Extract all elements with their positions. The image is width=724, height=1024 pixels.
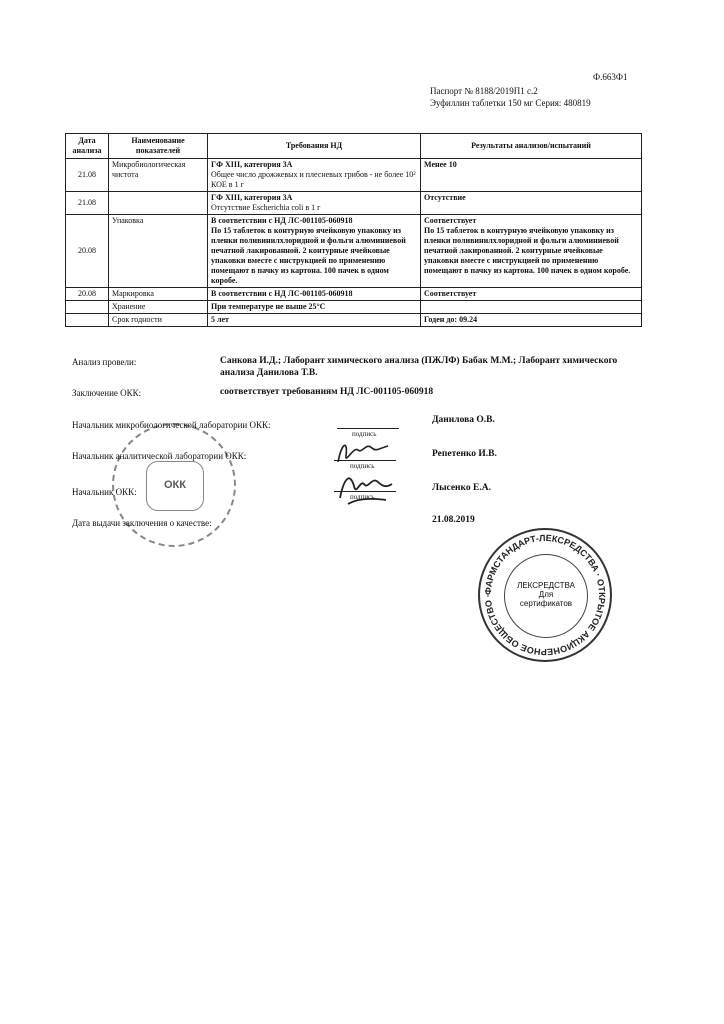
signature-caption: подпись <box>350 462 375 470</box>
results-table <box>65 133 642 327</box>
table-row <box>66 288 642 301</box>
stamp-center-2: Для <box>538 590 554 599</box>
row-date: 21.08 <box>66 159 109 192</box>
issue-label: Дата выдачи заключения о качестве: <box>72 518 212 528</box>
form-code: Ф.663Ф1 <box>593 72 628 82</box>
table-row <box>66 215 642 288</box>
signature-line <box>337 428 399 429</box>
handwritten-signature-3 <box>336 468 396 508</box>
requirement-body: По 15 таблеток в контурную ячейковую упаковку из пленки поливинилхлоридной и фольги алюминиевой печатной лакированной. 2 контурные ячейковые упаковки вместе с инструкцией по применению помещают в пачку из картона. 100 пачек в одном коробе. <box>211 226 406 285</box>
passport-line: Паспорт № 8188/2019П1 с.2 <box>430 86 538 96</box>
row-date: 20.08 <box>66 215 109 288</box>
handwritten-signature-2 <box>332 436 392 470</box>
issue-date: 21.08.2019 <box>432 515 475 525</box>
header-requirements: Требования НД <box>208 134 421 159</box>
row-requirement <box>208 159 421 192</box>
table-row <box>66 192 642 215</box>
row-requirement <box>208 301 421 314</box>
signature-caption: подпись <box>352 430 377 438</box>
requirement-body: Отсутствие Escherichia coli в 1 г <box>211 203 321 212</box>
table-header-row <box>66 134 642 159</box>
row-result <box>421 301 642 314</box>
result-head: Соответствует <box>424 216 477 225</box>
signature-caption: подпись <box>350 493 375 501</box>
row-requirement <box>208 314 421 327</box>
requirement-head: В соответствии с НД ЛС-001105-060918 <box>211 216 353 225</box>
row-date <box>66 301 109 314</box>
requirement-head: 5 лет <box>211 315 229 324</box>
row-name: Упаковка <box>109 215 208 288</box>
row-name: Маркировка <box>109 288 208 301</box>
row-result <box>421 288 642 301</box>
company-stamp <box>478 528 612 662</box>
okk-stamp <box>112 423 236 547</box>
result-head: Годен до: 09.24 <box>424 315 478 324</box>
stamp-ring-label: ФАРМСТАНДАРТ-ЛЕКСРЕДСТВА · ОТКРЫТОЕ АКЦИОНЕРНОЕ ОБЩЕСТВО · <box>482 532 608 658</box>
signer-name-okk: Лысенко Е.А. <box>432 483 491 493</box>
header-results: Результаты анализов/испытаний <box>421 134 642 159</box>
stamp-center-3: сертификатов <box>519 599 573 608</box>
analysis-label: Анализ провели: <box>72 357 137 367</box>
table-row <box>66 301 642 314</box>
requirement-body: Общее число дрожжевых и плесневых грибов - не более 10² КОЕ в 1 г <box>211 170 416 189</box>
header-date: Дата анализа <box>66 134 109 159</box>
row-date: 20.08 <box>66 288 109 301</box>
row-result <box>421 314 642 327</box>
row-requirement <box>208 192 421 215</box>
row-name: Микробиологическая чистота <box>109 159 208 192</box>
header-name: Наименование показателей <box>109 134 208 159</box>
okk-stamp-core: ОКК <box>146 461 204 511</box>
stamp-center-1: ЛЕКСРЕДСТВА <box>517 581 575 590</box>
row-result <box>421 159 642 192</box>
signature-label-analytical: Начальник аналитической лаборатории ОКК: <box>72 451 247 461</box>
analysis-value: Санкова И.Д.; Лаборант химического анализа (ПЖЛФ) Бабак М.М.; Лаборант химического анализа Данилова Т.В. <box>220 356 618 378</box>
row-date <box>66 314 109 327</box>
stamp-inner-circle <box>504 554 588 638</box>
result-head: Менее 10 <box>424 160 457 169</box>
product-line: Эуфиллин таблетки 150 мг Серия: 480819 <box>430 98 591 108</box>
requirement-head: ГФ XIII, категория 3А <box>211 193 293 202</box>
signature-label-okk: Начальник ОКК: <box>72 487 137 497</box>
row-name <box>109 192 208 215</box>
row-name: Срок годности <box>109 314 208 327</box>
result-body: По 15 таблеток в контурную ячейковую упаковку из пленки поливинилхлоридной и фольги алюминиевой печатной лакированной. 2 контурные ячейковые упаковки вместе с инструкцией по применению помещают в пачку из картона. 100 пачек в одном коробе. <box>424 226 631 275</box>
row-result <box>421 192 642 215</box>
result-head: Соответствует <box>424 289 477 298</box>
signer-name-microbio: Данилова О.В. <box>432 415 495 425</box>
row-requirement <box>208 288 421 301</box>
row-result <box>421 215 642 288</box>
requirement-head: При температуре не выше 25°С <box>211 302 326 311</box>
table-row <box>66 314 642 327</box>
signature-label-microbio: Начальник микробиологической лаборатории ОКК: <box>72 420 271 430</box>
row-requirement <box>208 215 421 288</box>
signer-name-analytical: Репетенко И.В. <box>432 449 497 459</box>
conclusion-label: Заключение ОКК: <box>72 388 142 398</box>
row-name: Хранение <box>109 301 208 314</box>
row-date: 21.08 <box>66 192 109 215</box>
conclusion-value: соответствует требованиям НД ЛС-001105-060918 <box>220 387 434 397</box>
requirement-head: ГФ XIII, категория 3А <box>211 160 293 169</box>
requirement-head: В соответствии с НД ЛС-001105-060918 <box>211 289 353 298</box>
result-head: Отсутствие <box>424 193 466 202</box>
table-row <box>66 159 642 192</box>
